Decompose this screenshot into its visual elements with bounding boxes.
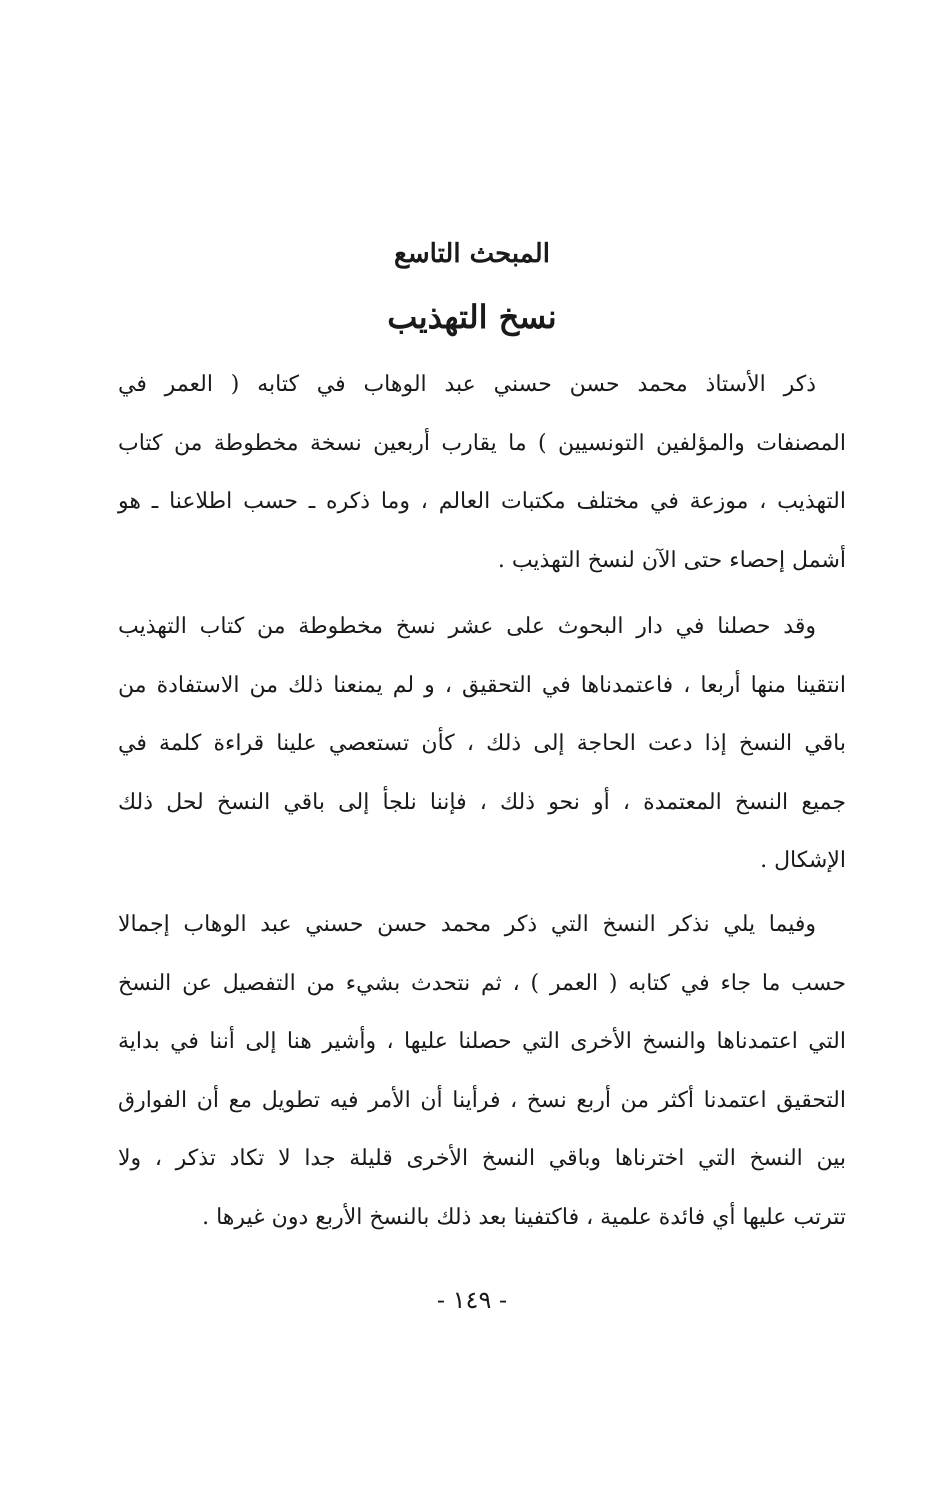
paragraph-line: انتقينا منها أربعا ، فاعتمدناها في التحقيق ، و لم يمنعنا ذلك من الاستفادة من	[118, 672, 846, 698]
paragraph-line: ذكر الأستاذ محمد حسن حسني عبد الوهاب في كتابه ( العمر في	[118, 372, 816, 397]
paragraph-line: التحقيق اعتمدنا أكثر من أربع نسخ ، فرأينا أن الأمر فيه تطويل مع أن الفوارق	[118, 1087, 846, 1113]
paragraph-line: جميع النسخ المعتمدة ، أو نحو ذلك ، فإننا نلجأ إلى باقي النسخ لحل ذلك	[118, 789, 846, 815]
section-number-heading: المبحث التاسع	[394, 239, 550, 269]
paragraph-line: وفيما يلي نذكر النسخ التي ذكر محمد حسن حسني عبد الوهاب إجمالا	[118, 912, 816, 937]
paragraph-line: التي اعتمدناها والنسخ الأخرى التي حصلنا عليها ، وأشير هنا إلى أننا في بداية	[118, 1029, 846, 1054]
section-title-heading: نسخ التهذيب	[387, 298, 557, 336]
paragraph-line: المصنفات والمؤلفين التونسيين ) ما يقارب أربعين نسخة مخطوطة من كتاب	[118, 430, 846, 456]
paragraph-line: حسب ما جاء في كتابه ( العمر ) ، ثم نتحدث بشيء من التفصيل عن النسخ	[118, 970, 846, 996]
paragraph-line: التهذيب ، موزعة في مختلف مكتبات العالم ، وما ذكره ـ حسب اطلاعنا ـ هو	[118, 489, 846, 514]
paragraph-line: أشمل إحصاء حتى الآن لنسخ التهذيب .	[497, 547, 846, 573]
page-number: - ١٤٩ -	[436, 1286, 508, 1314]
paragraph-line: بين النسخ التي اخترناها وباقي النسخ الأخرى قليلة جدا لا تكاد تذكر ، ولا	[118, 1146, 846, 1171]
paragraph-1	[118, 356, 846, 590]
paragraph-line: تترتب عليها أي فائدة علمية ، فاكتفينا بعد ذلك بالنسخ الأربع دون غيرها .	[202, 1204, 846, 1230]
paragraph-line: باقي النسخ إذا دعت الحاجة إلى ذلك ، كأن تستعصي علينا قراءة كلمة في	[118, 731, 846, 756]
paragraph-3	[118, 896, 846, 1247]
paragraph-line: وقد حصلنا في دار البحوث على عشر نسخ مخطوطة من كتاب التهذيب	[118, 614, 816, 639]
paragraph-2	[118, 598, 846, 891]
paragraph-line: الإشكال .	[760, 848, 846, 873]
